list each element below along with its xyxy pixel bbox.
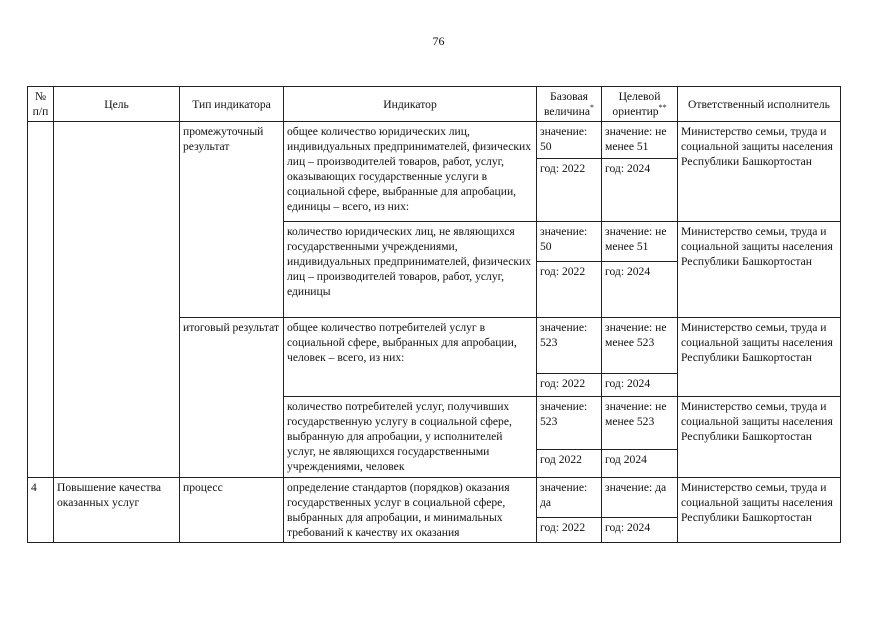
indicators-table xyxy=(27,86,841,543)
row-type-cell: итоговый результат xyxy=(180,318,284,478)
row-responsible-cell: Министерство семьи, труда и социальной защиты населения Республики Башкортостан xyxy=(678,222,841,318)
row-num-cell: 4 xyxy=(28,478,54,543)
row-target-year-cell: год: 2024 xyxy=(602,159,678,222)
row-target-year-cell: год: 2024 xyxy=(602,262,678,318)
row-base-value-cell: значение: 50 xyxy=(537,122,602,159)
row-type-cell: процесс xyxy=(180,478,284,543)
row-base-year-cell: год: 2022 xyxy=(537,518,602,543)
row-base-value-cell: значение: 523 xyxy=(537,397,602,450)
row-indicator-cell: определение стандартов (порядков) оказания государственных услуг в социальной сфере, выбранных для апробации, и минимальных требований к качеству их оказания xyxy=(284,478,537,543)
row-base-value-cell: значение: да xyxy=(537,478,602,518)
row-target-value-cell: значение: не менее 523 xyxy=(602,318,678,374)
row-target-year-cell: год: 2024 xyxy=(602,374,678,397)
header-target-footnote-mark: ** xyxy=(658,103,667,113)
header-responsible: Ответственный исполнитель xyxy=(678,87,841,122)
page-number: 76 xyxy=(432,34,445,48)
header-num: № п/п xyxy=(28,87,54,122)
header-goal: Цель xyxy=(54,87,180,122)
row-responsible-cell: Министерство семьи, труда и социальной защиты населения Республики Башкортостан xyxy=(678,318,841,397)
row-num-cell-empty xyxy=(28,122,54,478)
header-base-value-label: Базовая величина xyxy=(544,90,590,118)
table-row xyxy=(28,122,841,159)
row-base-year-cell: год: 2022 xyxy=(537,374,602,397)
header-base-footnote-mark: * xyxy=(589,103,594,113)
row-indicator-cell: общее количество юридических лиц, индивидуальных предпринимателей, физических лиц – производителей товаров, работ, услуг, оказывающих государственные услуги в социальной сфере, выбранные для апробации, единицы – всего, из них: xyxy=(284,122,537,222)
row-target-year-cell: год: 2024 xyxy=(602,518,678,543)
row-target-value-cell: значение: да xyxy=(602,478,678,518)
row-goal-cell: Повышение качества оказанных услуг xyxy=(54,478,180,543)
row-base-year-cell: год: 2022 xyxy=(537,262,602,318)
row-base-year-cell: год 2022 xyxy=(537,450,602,478)
row-type-cell: промежуточный результат xyxy=(180,122,284,318)
row-target-value-cell: значение: не менее 51 xyxy=(602,222,678,262)
row-target-value-cell: значение: не менее 51 xyxy=(602,122,678,159)
row-responsible-cell: Министерство семьи, труда и социальной защиты населения Республики Башкортостан xyxy=(678,478,841,543)
header-target-label: Целевой ориентир xyxy=(612,90,661,118)
row-indicator-cell: общее количество потребителей услуг в социальной сфере, выбранных для апробации, человек – всего, из них: xyxy=(284,318,537,397)
row-indicator-cell: количество юридических лиц, не являющихся государственными учреждениями, индивидуальных предпринимателей, физических лиц – производителей товаров, работ, услуг, единицы xyxy=(284,222,537,318)
row-target-value-cell: значение: не менее 523 xyxy=(602,397,678,450)
row-base-value-cell: значение: 523 xyxy=(537,318,602,374)
header-base-value xyxy=(537,87,602,122)
header-indicator: Индикатор xyxy=(284,87,537,122)
header-indicator-type: Тип индикатора xyxy=(180,87,284,122)
header-target xyxy=(602,87,678,122)
row-responsible-cell: Министерство семьи, труда и социальной защиты населения Республики Башкортостан xyxy=(678,122,841,222)
row-indicator-cell: количество потребителей услуг, получивших государственную услугу в социальной сфере, выбранную для апробации, у исполнителей услуг, не являющихся государственными учреждениями, человек xyxy=(284,397,537,478)
table-row xyxy=(28,478,841,518)
row-base-year-cell: год: 2022 xyxy=(537,159,602,222)
row-base-value-cell: значение: 50 xyxy=(537,222,602,262)
row-target-year-cell: год 2024 xyxy=(602,450,678,478)
row-responsible-cell: Министерство семьи, труда и социальной защиты населения Республики Башкортостан xyxy=(678,397,841,478)
table-header-row xyxy=(28,87,841,122)
row-goal-cell-empty xyxy=(54,122,180,478)
